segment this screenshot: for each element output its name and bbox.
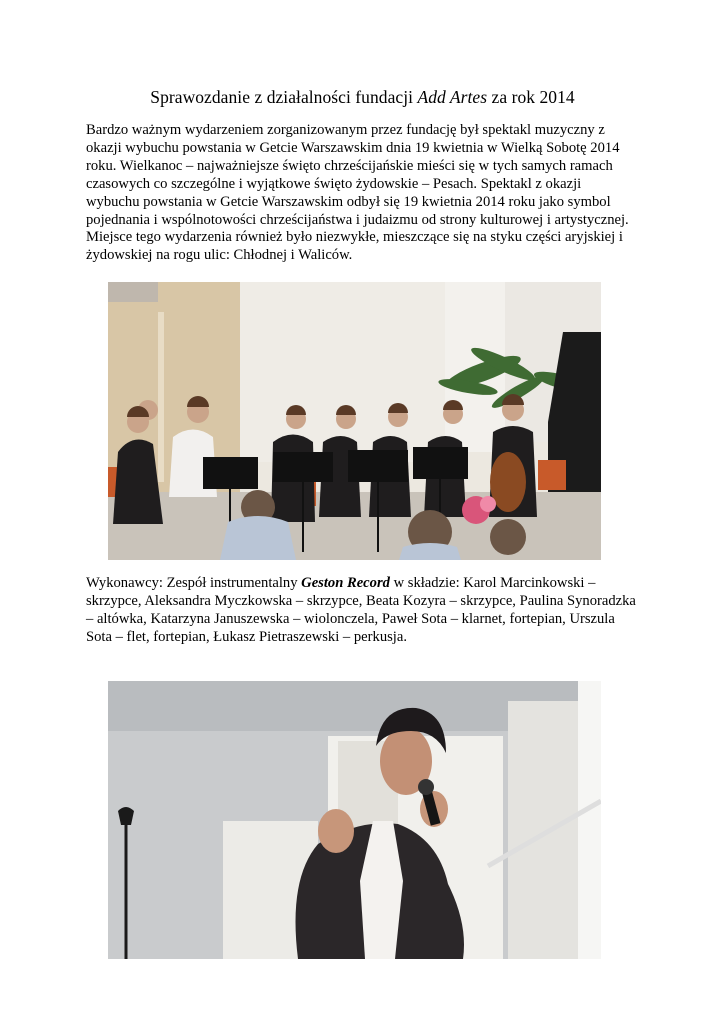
- paragraph-line: czasowych co szczególne i wyjątkowe święto żydowskie – Pesach. Spektakl z okazji: [86, 175, 582, 192]
- paragraph-line: Miejsce tego wydarzenia również było niezwykłe, mieszczące się na styku części aryjskiej i: [86, 229, 623, 246]
- singer-photo: [108, 681, 601, 959]
- paragraph-line: roku. Wielkanoc – najważniejsze święto chrześcijańskie mieści się w tych samych ramach: [86, 157, 613, 174]
- paragraph-line: wybuchu powstania w Getcie Warszawskim odbył się 19 kwietnia 2014 roku jako symbol: [86, 193, 611, 210]
- performers-paragraph: [86, 575, 646, 647]
- title-text-start: Sprawozdanie z działalności fundacji: [150, 87, 418, 107]
- ensemble-name: Geston Record: [301, 575, 390, 591]
- paragraph-line: pojednania i wspólnotowości chrześcijaństwa i judaizmu od strony kulturowej i artystycznej.: [86, 211, 629, 228]
- paragraph-line: Bardzo ważnym wydarzeniem zorganizowanym przez fundację był spektakl muzyczny z: [86, 122, 605, 138]
- ensemble-photo: [108, 282, 601, 560]
- paragraph-line: skrzypce, Aleksandra Myczkowska – skrzypce, Beata Kozyra – skrzypce, Paulina Synoradzka: [86, 592, 636, 609]
- page-title: [0, 87, 725, 108]
- performers-text: Wykonawcy: Zespół instrumentalny: [86, 575, 302, 591]
- paragraph-line: – altówka, Katarzyna Januszewska – wiolonczela, Paweł Sota – klarnet, fortepian, Urszula: [86, 610, 615, 627]
- title-text-end: za rok 2014: [487, 87, 575, 107]
- performers-text: w składzie: Karol Marcinkowski –: [389, 575, 596, 591]
- title-foundation-name: Add Artes: [417, 87, 488, 107]
- intro-paragraph: [86, 122, 646, 265]
- paragraph-line: okazji wybuchu powstania w Getcie Warszawskim dnia 19 kwietnia w Wielką Sobotę 2014: [86, 139, 620, 156]
- paragraph-line: żydowskiej na rogu ulic: Chłodnej i Waliców.: [86, 247, 353, 264]
- paragraph-line: Sota – flet, fortepian, Łukasz Pietraszewski – perkusja.: [86, 628, 407, 645]
- paragraph-line: [86, 575, 646, 593]
